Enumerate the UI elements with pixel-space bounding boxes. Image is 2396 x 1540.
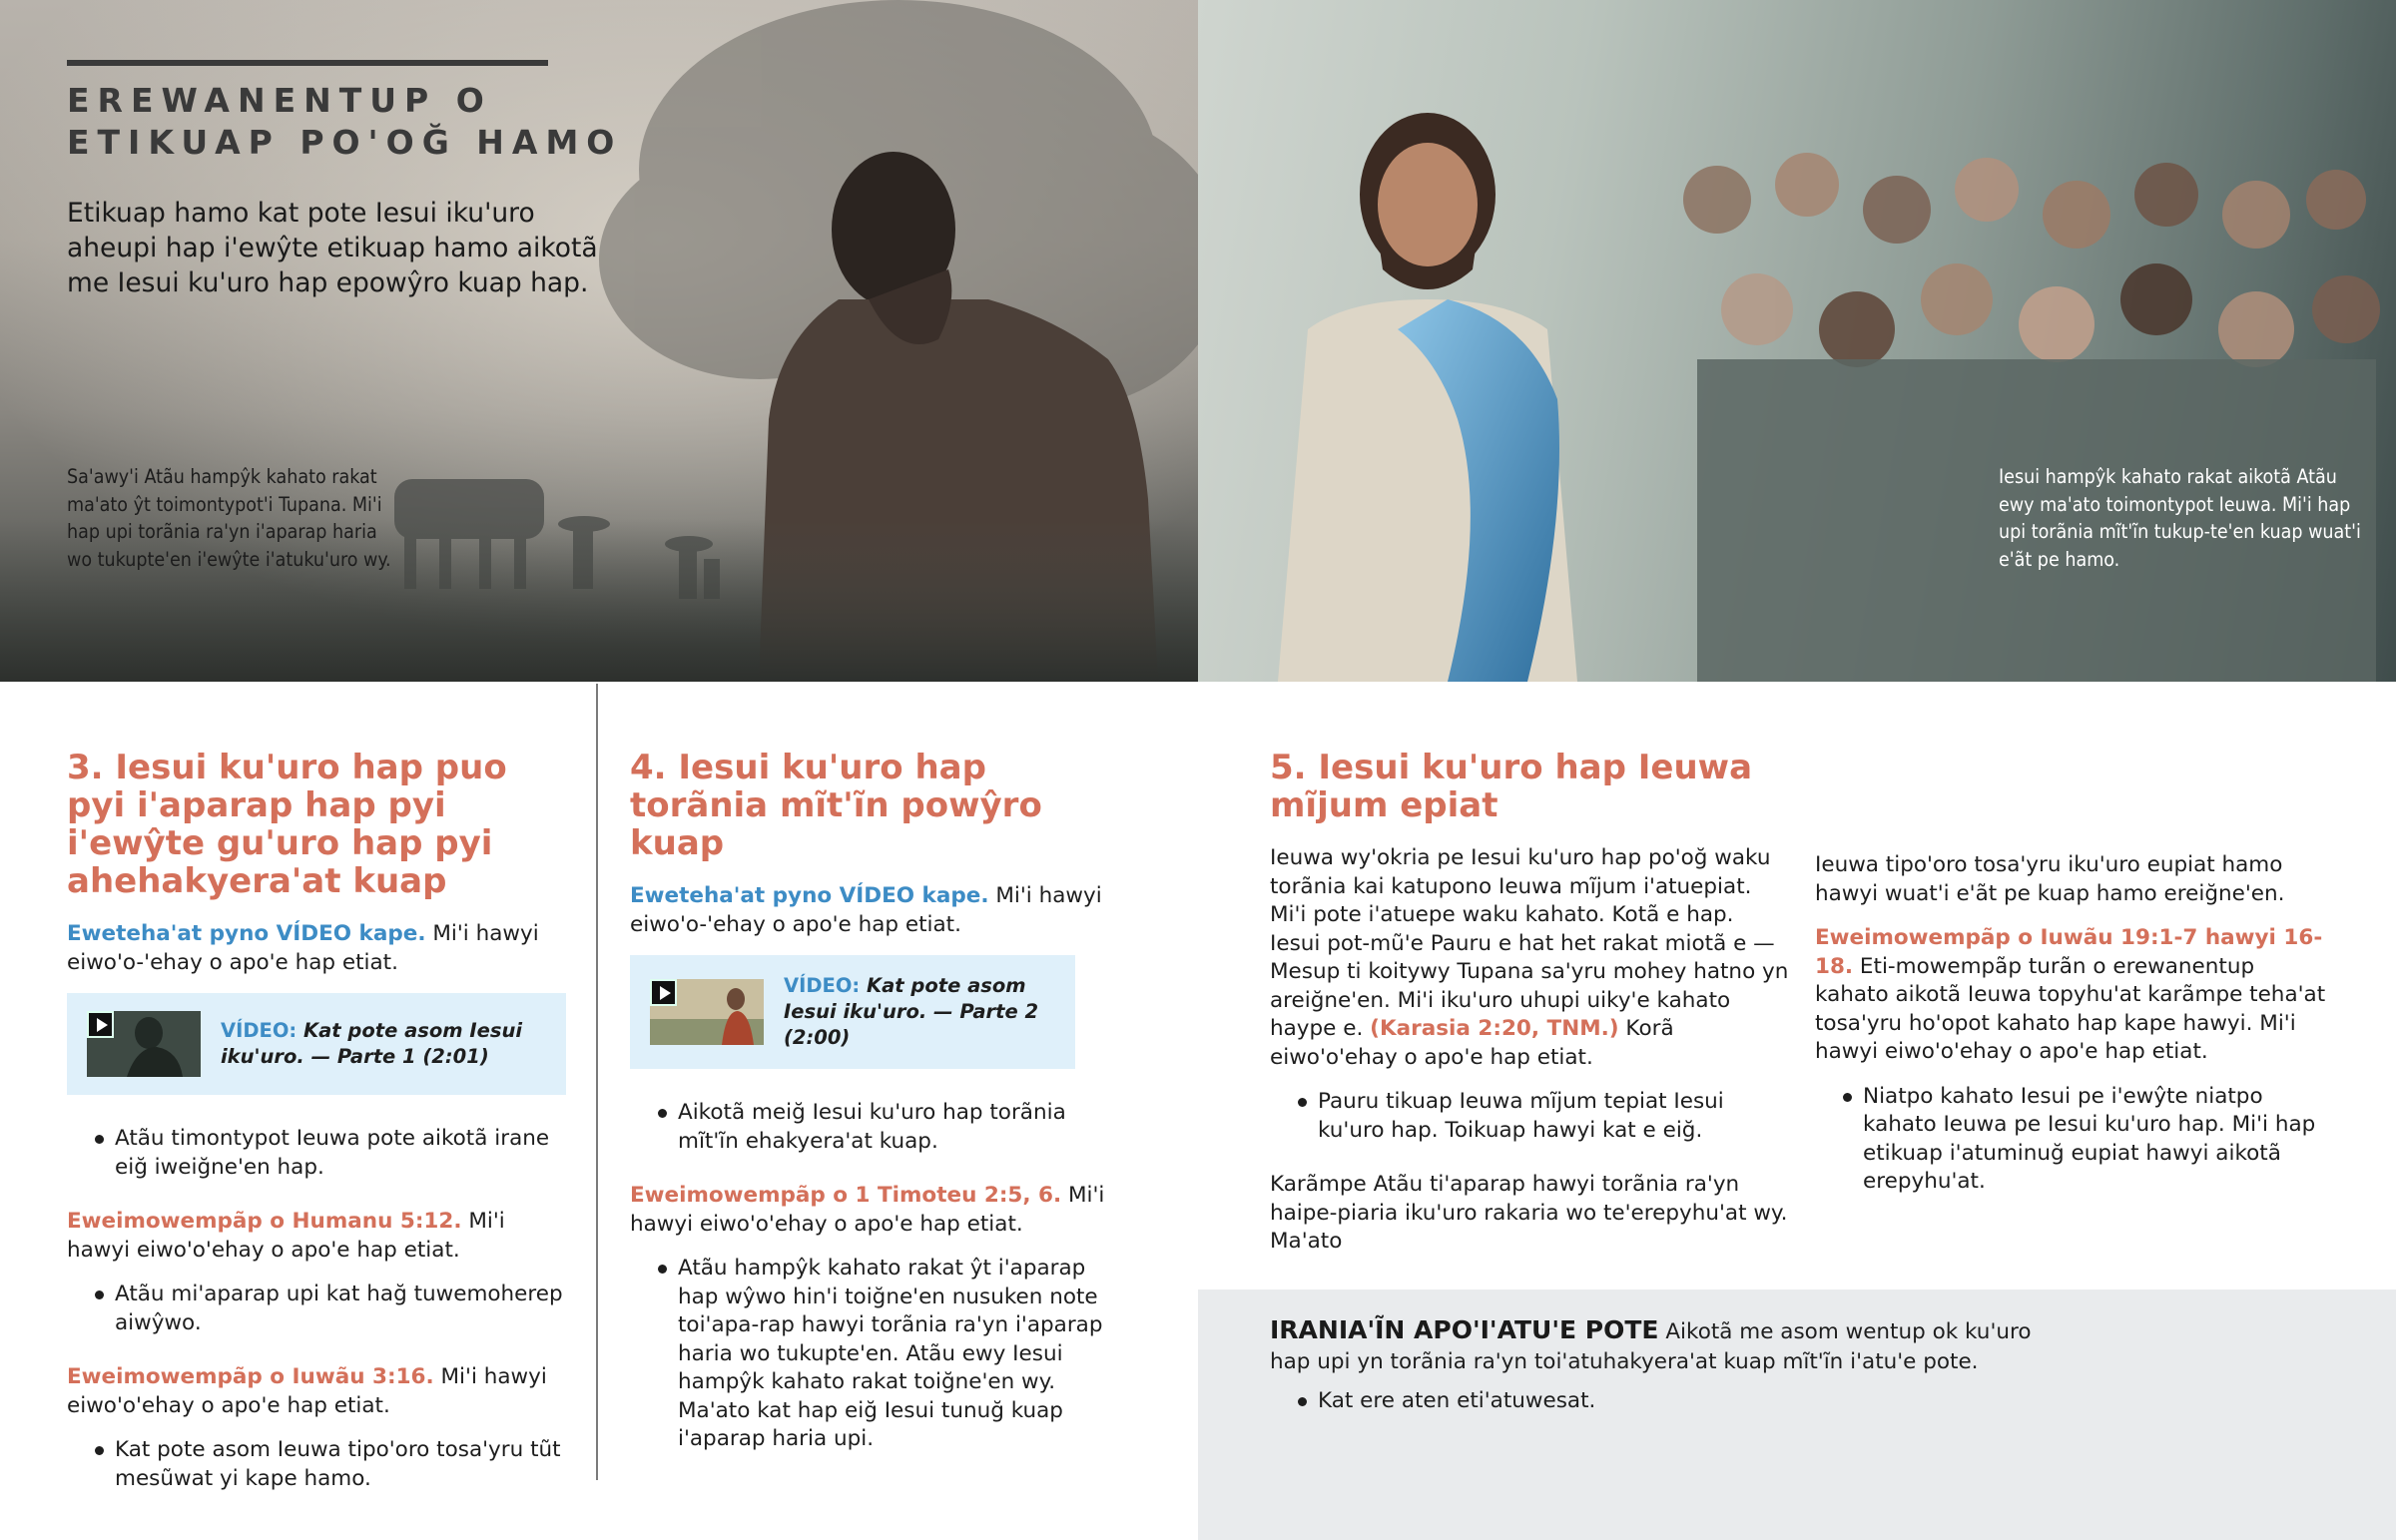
section-5-column-b xyxy=(1815,851,2334,1223)
section-5-paragraph-2: Karãmpe Atãu ti'aparap hawyi torãnia ra'yn haipe-piaria iku'uro rakaria wo te'erepyhu'at wy. Ma'ato xyxy=(1270,1172,1788,1254)
intro-text: Etikuap hamo kat pote Iesui iku'uro aheupi hap i'ewŷte etikuap hamo aikotã me Iesui ku'uro hap epowŷro kuap hap. xyxy=(67,198,598,298)
section-4-bullets-1 xyxy=(630,1099,1129,1156)
kicker-rule xyxy=(67,60,548,66)
scripture-link[interactable]: Eweimowempãp o Iuwãu 19:1-7 hawyi 16-18. xyxy=(1815,925,2323,979)
scripture-link[interactable]: Eweimowempãp o Humanu 5:12. xyxy=(67,1209,462,1234)
scripture-instruction: Korã eiwo'o'ehay o apo'e hap etiat. xyxy=(1270,1016,1674,1070)
review-title: IRANIA'ĨN APO'I'ATU'E POTE xyxy=(1270,1315,1659,1344)
video-title xyxy=(784,973,1053,1051)
kicker-title xyxy=(67,80,666,164)
section-3-bullets-1 xyxy=(67,1125,566,1182)
watch-instruction-rest: Mi'i hawyi eiwo'o-'ehay o apo'e hap etiat. xyxy=(67,921,539,975)
paragraph-text: Ieuwa wy'okria pe Iesui ku'uro hap po'oğ waku torãnia kai katupono Ieuwa mĩjum i'atuepiat. Mi'i pote i'atuepe waku kahato. Kotã e hap. Iesui pot-mũ'e Pauru e hat het rakat miotã e — Mesup ti koitywy Tupana sa'yru mohey hatno yn areiğne'en. Mi'i iku'uro uhupi uiky'e kahato haype e. xyxy=(1270,845,1789,1041)
column-divider xyxy=(596,684,598,1480)
video-card-part-2[interactable] xyxy=(630,955,1075,1069)
section-3-heading: 3. Iesui ku'uro hap puo pyi i'aparap hap pyi i'ewŷte gu'uro hap pyi ahehakyera'at kuap xyxy=(67,748,507,901)
scripture-instruction: Mi'i hawyi eiwo'o'ehay o apo'e hap etiat. xyxy=(67,1209,505,1263)
bullet-item: Atãu hampŷk kahato rakat ŷt i'aparap hap wŷwo hin'i toiğne'en nusuken note toi'apa-rap hawyi torãnia ra'yn i'aparap haria wo tukupte'en. Atãu ewy Iesui hampŷk kahato rakat toiğne'en wy. Ma'ato kat hap eiğ Iesui tunuğ kuap i'aparap haria upi. xyxy=(630,1255,1129,1454)
scripture-link[interactable]: (Karasia 2:20, TNM.) xyxy=(1370,1016,1619,1041)
review-bullets xyxy=(1270,1387,2324,1416)
bullet-item: Kat pote asom Ieuwa tipo'oro tosa'yru tũt mesũwat yi kape hamo. xyxy=(67,1436,566,1493)
hero-image-left xyxy=(0,0,1198,682)
bullet-item: Kat ere aten eti'atuwesat. xyxy=(1270,1387,2324,1416)
watch-instruction-rest: Mi'i hawyi eiwo'o-'ehay o apo'e hap etiat. xyxy=(630,883,1102,937)
review-text xyxy=(1270,1315,2049,1377)
watch-video-link[interactable]: Eweteha'at pyno VÍDEO kape. xyxy=(630,883,989,908)
bullet-item: Aikotã meiğ Iesui ku'uro hap torãnia mĩt'ĩn ehakyera'at kuap. xyxy=(630,1099,1129,1156)
video-title xyxy=(221,1018,544,1070)
section-4-bullets-2 xyxy=(630,1255,1129,1454)
bullet-item: Pauru tikuap Ieuwa mĩjum tepiat Iesui ku'uro hap. Toikuap hawyi kat e eiğ. xyxy=(1270,1088,1789,1145)
section-5-bullets-2 xyxy=(1815,1083,2334,1197)
scripture-reference xyxy=(67,1363,566,1420)
video-card-part-1[interactable] xyxy=(67,993,566,1095)
section-4 xyxy=(630,749,1129,1480)
section-5-column-a xyxy=(1270,749,1789,1273)
review-body: Aikotã me asom wentup ok ku'uro hap upi yn torãnia ra'yn toi'atuhakyera'at kuap mĩt'ĩn i'atu'e pote. xyxy=(1270,1319,2032,1374)
scripture-link[interactable]: Eweimowempãp o Iuwãu 3:16. xyxy=(67,1364,434,1389)
video-thumbnail[interactable] xyxy=(87,1011,201,1077)
video-title-text: Kat pote asom Iesui iku'uro. — Parte 1 (2:01) xyxy=(221,1019,523,1068)
play-icon[interactable] xyxy=(650,979,677,1006)
watch-video-link[interactable]: Eweteha'at pyno VÍDEO kape. xyxy=(67,921,426,946)
play-icon[interactable] xyxy=(87,1011,114,1038)
section-4-watch-instruction xyxy=(630,882,1129,939)
scripture-link[interactable]: Eweimowempãp o 1 Timoteu 2:5, 6. xyxy=(630,1183,1062,1208)
right-image-caption: Iesui hampŷk kahato rakat aikotã Atãu ewy ma'ato toimontypot Ieuwa. Mi'i hap upi torãnia mĩt'ĩn tukup-te'en kuap wuat'i e'ãt pe hamo. xyxy=(1999,465,2361,571)
scripture-reference xyxy=(67,1208,566,1265)
review-box xyxy=(1198,1289,2396,1540)
section-3-bullets-2 xyxy=(67,1281,566,1337)
jesus-figure xyxy=(1278,113,1577,682)
illustration-jesus-crowd xyxy=(1198,0,2396,682)
bullet-item: Atãu mi'aparap upi kat hağ tuwemoherep aiwŷwo. xyxy=(67,1281,566,1337)
scripture-instruction: Mi'i hawyi eiwo'o'ehay o apo'e hap etiat. xyxy=(67,1364,547,1418)
video-label: VÍDEO: xyxy=(784,974,861,997)
hero-image-right xyxy=(1198,0,2396,682)
video-thumbnail[interactable] xyxy=(650,979,764,1045)
section-3 xyxy=(67,749,566,1519)
section-4-heading: 4. Iesui ku'uro hap torãnia mĩt'ĩn powŷro kuap xyxy=(630,748,1042,863)
section-5-bullets-1 xyxy=(1270,1088,1789,1145)
video-label: VÍDEO: xyxy=(221,1019,298,1042)
bullet-item: Atãu timontypot Ieuwa pote aikotã irane eiğ iweiğne'en hap. xyxy=(67,1125,566,1182)
video-title-text: Kat pote asom Iesui iku'uro. — Parte 2 (2:00) xyxy=(784,974,1039,1049)
scripture-reference xyxy=(630,1182,1129,1239)
section-5-paragraph-1 xyxy=(1270,844,1789,1072)
section-5-paragraph-3: Ieuwa tipo'oro tosa'yru iku'uro eupiat hamo hawyi wuat'i e'ãt pe kuap hamo ereiğne'en. xyxy=(1815,852,2285,906)
scripture-reference xyxy=(1815,924,2334,1067)
section-5-heading: 5. Iesui ku'uro hap Ieuwa mĩjum epiat xyxy=(1270,748,1753,825)
scripture-instruction: Eti-mowempãp turãn o erewanentup kahato aikotã Ieuwa topyhu'at karãmpe teha'at tosa'yru ho'opot kahato hap kape hawyi. Mi'i hawyi eiwo'o'ehay o apo'e hap etiat. xyxy=(1815,953,2326,1064)
scripture-instruction: Mi'i hawyi eiwo'o'ehay o apo'e hap etiat. xyxy=(630,1183,1105,1237)
section-3-bullets-3 xyxy=(67,1436,566,1493)
kicker-line-2: ETIKUAP PO'OĞ HAMO xyxy=(67,123,623,162)
section-3-watch-instruction xyxy=(67,920,566,977)
left-image-caption: Sa'awy'i Atãu hampŷk kahato rakat ma'ato ŷt toimontypot'i Tupana. Mi'i hap upi torãnia ra'yn i'aparap haria wo tukupte'en i'ewŷte i'atuku'uro wy. xyxy=(67,465,391,571)
kicker-line-1: EREWANENTUP O xyxy=(67,81,492,120)
bullet-item: Niatpo kahato Iesui pe i'ewŷte niatpo kahato Ieuwa pe Iesui ku'uro hap. Mi'i hap etikuap i'atuminuğ eupiat hawyi aikotã erepyhu'at. xyxy=(1815,1083,2334,1197)
